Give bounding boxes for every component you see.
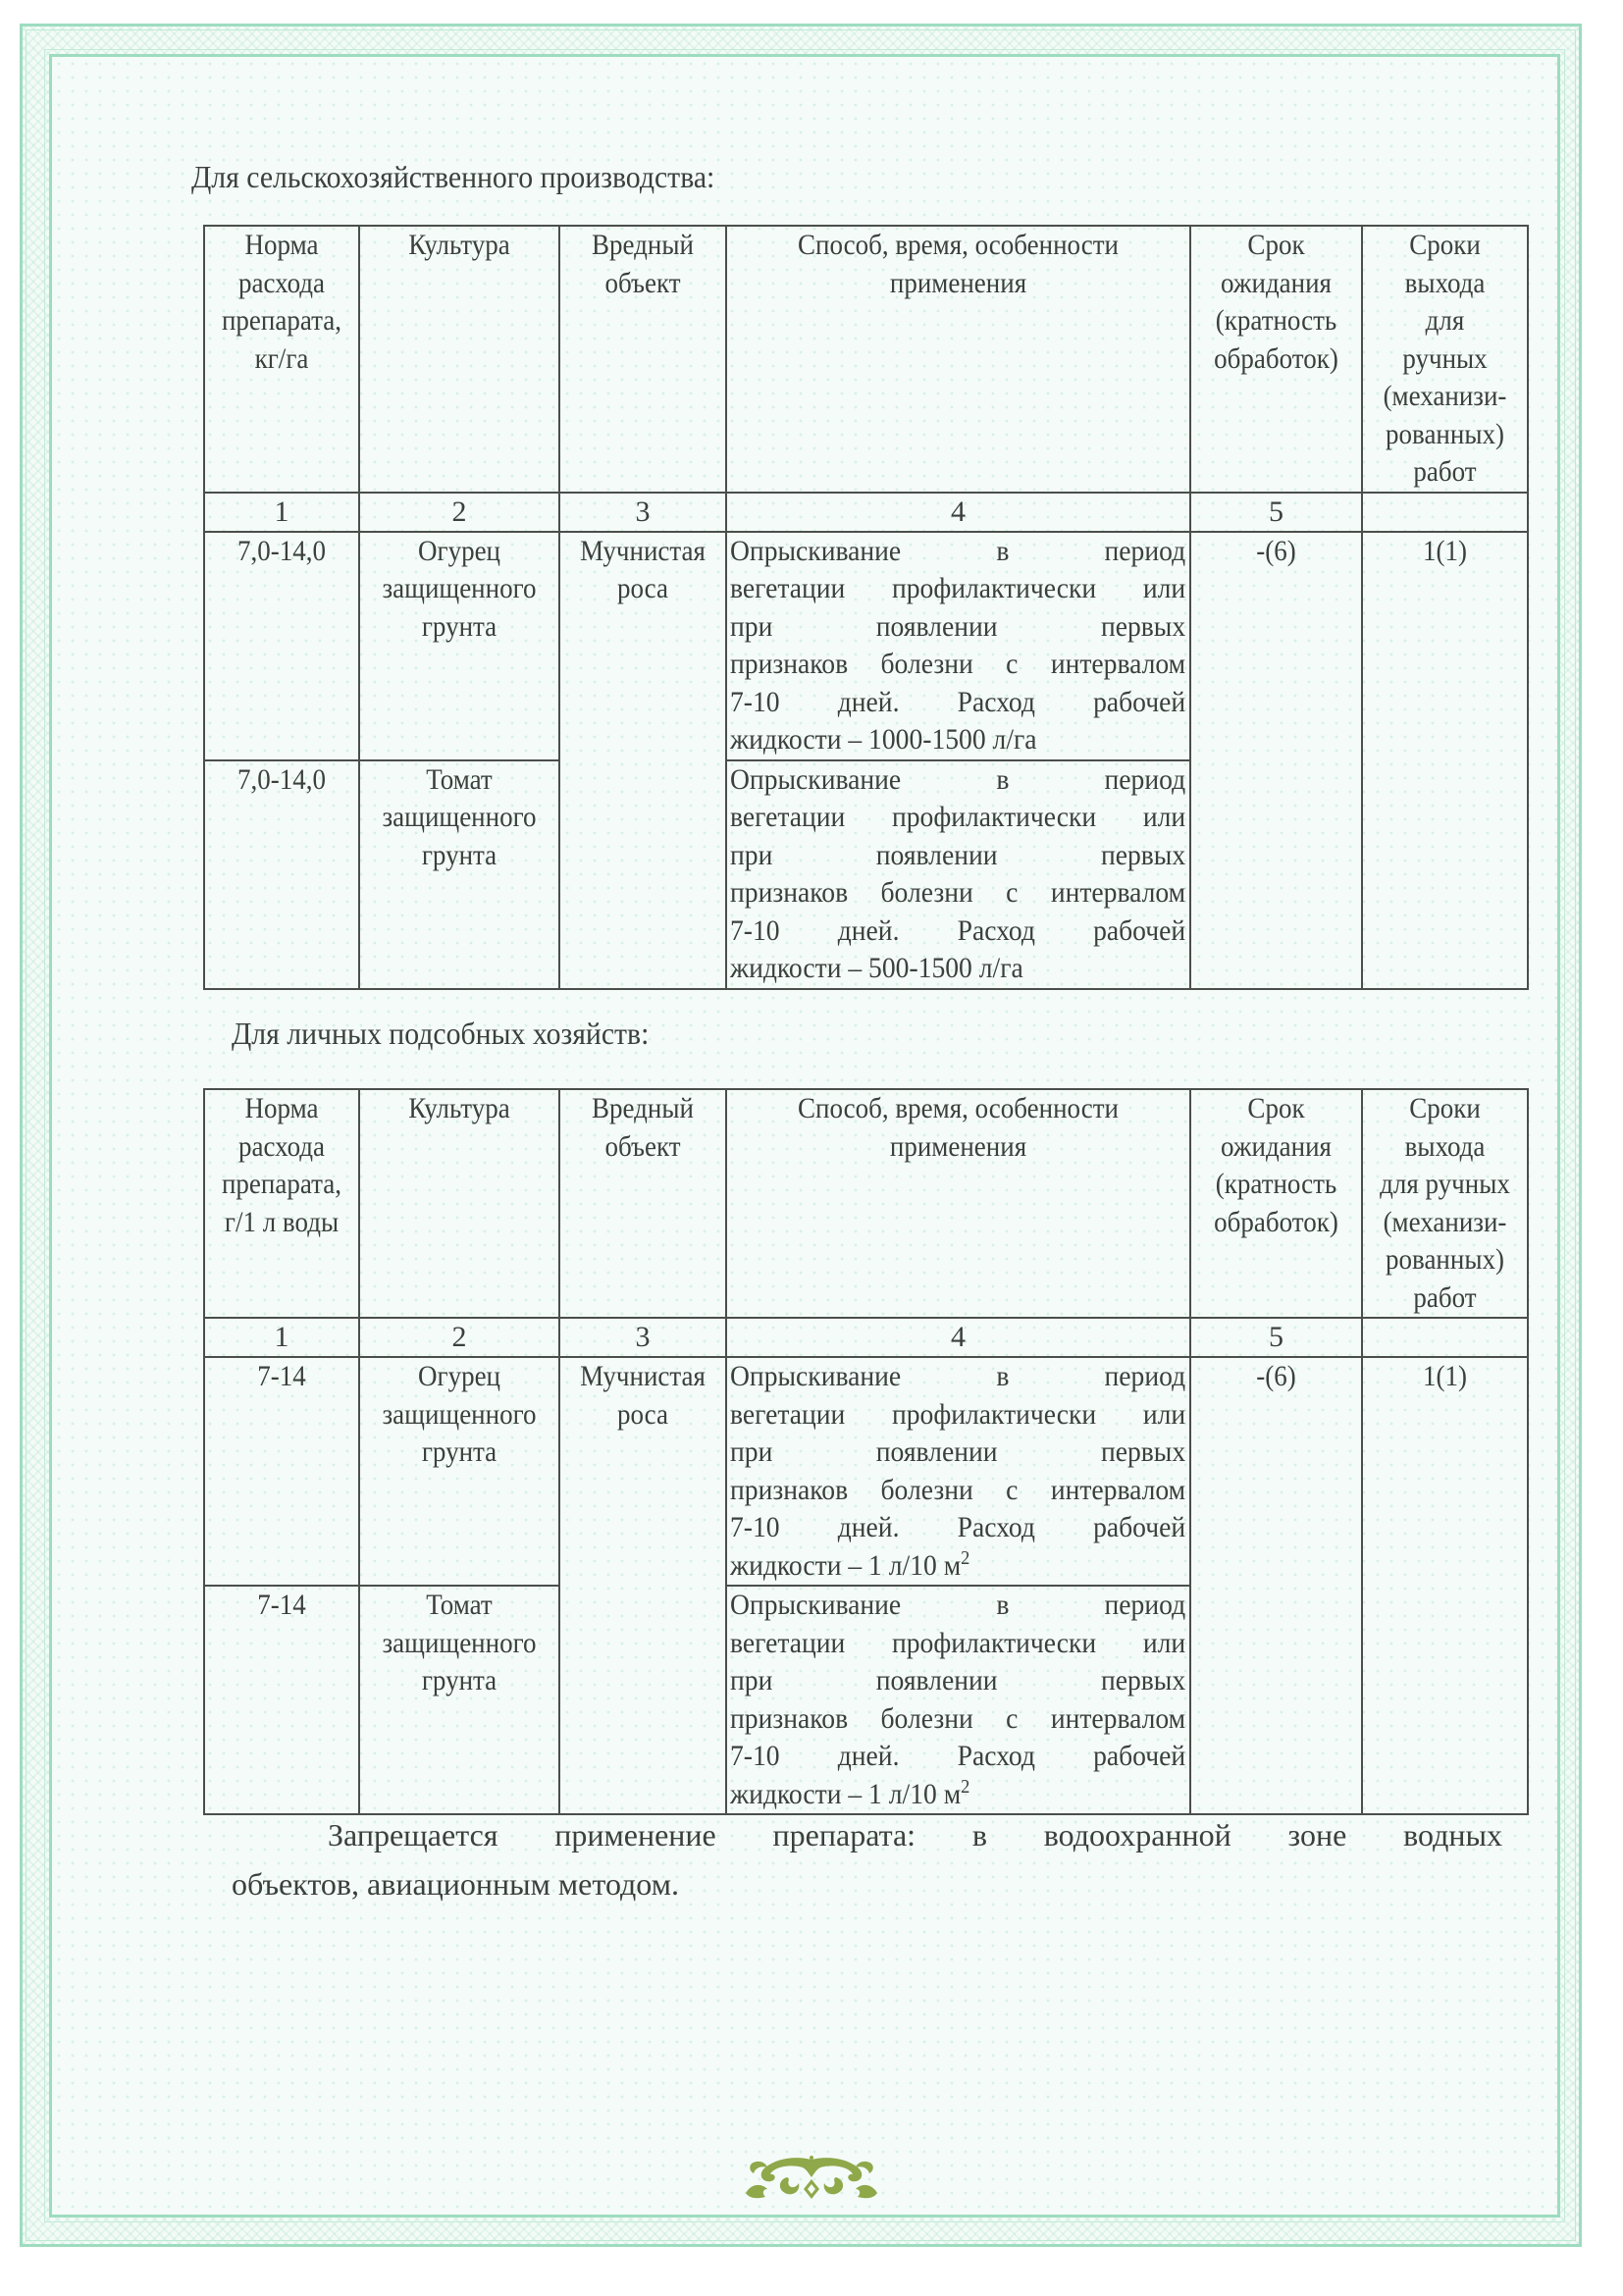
cell-line: Вредный [592,229,694,261]
floral-ornament-icon [738,2154,885,2205]
method-line: 7-10 дней. Расход рабочей [730,685,1186,718]
header-exit-period [1362,226,1528,493]
cell-line: работ [1413,455,1477,488]
header-waiting-period [1190,226,1362,493]
waiting-period-cell: -(6) [1190,532,1362,989]
private-household-usage-table [203,1088,1529,1815]
cell-line: ожидания [1221,266,1332,299]
method-line: вегетации профилактически или [730,572,1186,604]
header-crop [359,1089,559,1318]
cell-line: применения [889,1129,1027,1163]
cell-line: Культура [408,229,510,261]
exit-period-cell: 1(1) [1362,532,1528,989]
column-number-row [204,493,1528,532]
cell-line: грунта [421,1664,497,1696]
method-line: признаков болезни с интервалом [730,1701,1186,1735]
cell-line: грунта [421,609,497,643]
rate-cell: 7-14 [204,1586,359,1814]
cell-line: Мучнистая [580,1360,706,1392]
cell-line: препарата, [221,1168,342,1200]
cell-line: Срок [1247,229,1305,261]
cell-line: объект [604,266,681,299]
column-number [1362,493,1528,532]
table-header-row [204,1089,1528,1318]
header-rate [204,1089,359,1318]
header-rate [204,226,359,493]
cell-line: (механизи- [1383,380,1507,412]
method-line: при появлении первых [730,1435,1186,1468]
column-number: 1 [204,493,359,532]
cell-line: Огурец [417,534,501,567]
method-line: Опрыскивание в период [730,762,1186,796]
prohibition-paragraph [232,1810,1502,1908]
cell-line: для [1425,304,1465,337]
method-line: признаков болезни с интервалом [730,876,1186,909]
column-number-row [204,1318,1528,1357]
method-line: Опрыскивание в период [730,1589,1186,1621]
table-header-row [204,226,1528,493]
cell-line: расхода [237,1129,326,1163]
cell-line: обработок) [1214,1205,1338,1238]
rate-cell: 7,0-14,0 [204,532,359,760]
cell-line: Способ, время, особенности [798,1092,1119,1124]
method-line: при появлении первых [730,609,1186,643]
column-number: 2 [359,493,559,532]
column-number: 5 [1190,493,1362,532]
cell-line: (механизи- [1383,1205,1507,1238]
cell-line: Срок [1247,1092,1305,1124]
column-number: 1 [204,1318,359,1357]
header-method [726,226,1190,493]
section-heading-agricultural: Для сельскохозяйственного производства: [191,159,715,194]
method-line: при появлении первых [730,1664,1186,1696]
cell-line: Норма [244,229,319,261]
header-method [726,1089,1190,1318]
method-line: Опрыскивание в период [730,1360,1186,1392]
cell-line: препарата, [221,304,342,337]
cell-line: расхода [237,266,326,299]
exit-period-cell: 1(1) [1362,1357,1528,1814]
column-number: 2 [359,1318,559,1357]
method-line: жидкости – 1 л/10 $м^2$ [730,1775,970,1810]
superscript: 2 [961,1546,970,1569]
method-cell [726,532,1190,760]
cell-line: Томат [426,762,493,796]
cell-line: рованных) [1386,1243,1504,1276]
crop-cell [359,532,559,760]
cell-line: Норма [244,1092,319,1124]
cell-line: Сроки [1409,229,1481,261]
cell-line: грунта [421,1435,497,1468]
cell-line: (кратность [1215,304,1337,337]
cell-line: Мучнистая [580,534,706,567]
rate-cell: 7-14 [204,1357,359,1586]
cell-line: роса [617,572,668,604]
method-line: 7-10 дней. Расход рабочей [730,1740,1186,1772]
rate-cell: 7,0-14,0 [204,760,359,989]
cell-line: для ручных [1380,1168,1510,1200]
method-line: вегетации профилактически или [730,1626,1186,1659]
cell-line: Способ, время, особенности [798,229,1119,261]
cell-line: применения [889,266,1027,299]
method-line: жидкости – 500-1500 л/га [730,952,1023,984]
method-line: признаков болезни с интервалом [730,1473,1186,1506]
cell-line: Сроки [1409,1092,1481,1124]
column-number: 3 [559,493,726,532]
cell-line: роса [617,1397,668,1431]
waiting-period-cell: -(6) [1190,1357,1362,1814]
section-heading-private: Для личных подсобных хозяйств: [232,1016,650,1051]
cell-line: выхода [1404,266,1486,299]
header-crop [359,226,559,493]
cell-line: объект [604,1129,681,1163]
crop-cell [359,760,559,989]
cell-line: защищенного [382,801,537,833]
superscript: 2 [961,1775,970,1798]
cell-line: защищенного [382,1397,537,1431]
method-line: жидкости – 1 л/10 $м^2$ [730,1546,970,1582]
cell-line: Томат [426,1589,493,1621]
cell-line: Огурец [417,1360,501,1392]
pest-cell [559,1357,726,1814]
column-number: 3 [559,1318,726,1357]
crop-cell [359,1357,559,1586]
header-pest [559,1089,726,1318]
method-cell [726,1586,1190,1814]
method-line: 7-10 дней. Расход рабочей [730,913,1186,947]
column-number: 4 [726,493,1190,532]
cell-line: рованных) [1386,417,1504,450]
cell-line: защищенного [382,572,537,604]
column-number: 5 [1190,1318,1362,1357]
method-line: вегетации профилактически или [730,801,1186,833]
cell-line: защищенного [382,1626,537,1659]
cell-line: Культура [408,1092,510,1124]
cell-line: кг/га [254,341,309,375]
method-cell [726,760,1190,989]
cell-line: ожидания [1221,1129,1332,1163]
cell-line: Вредный [592,1092,694,1124]
cell-line: обработок) [1214,341,1338,375]
cell-line: ручных [1402,341,1488,375]
column-number: 4 [726,1318,1190,1357]
cell-line: г/1 л воды [224,1205,340,1238]
cell-line: работ [1413,1280,1477,1314]
method-line: вегетации профилактически или [730,1397,1186,1431]
method-cell [726,1357,1190,1586]
column-number [1362,1318,1528,1357]
cell-line: выхода [1404,1129,1486,1163]
table-row [204,1357,1528,1586]
header-exit-period [1362,1089,1528,1318]
method-line: при появлении первых [730,838,1186,871]
method-line: жидкости – 1000-1500 л/га [730,723,1037,756]
crop-cell [359,1586,559,1814]
cell-line: (кратность [1215,1168,1337,1200]
header-waiting-period [1190,1089,1362,1318]
method-line: 7-10 дней. Расход рабочей [730,1511,1186,1543]
pest-cell [559,532,726,989]
method-line: признаков болезни с интервалом [730,648,1186,680]
cell-line: грунта [421,838,497,871]
agricultural-usage-table [203,225,1529,990]
table-row [204,532,1528,760]
method-line: Опрыскивание в период [730,534,1186,567]
prohibition-line-2: объектов, авиационным методом. [232,1866,679,1902]
header-pest [559,226,726,493]
prohibition-line-1: Запрещается применение препарата: в водоохранной зоне водных [328,1817,1502,1852]
